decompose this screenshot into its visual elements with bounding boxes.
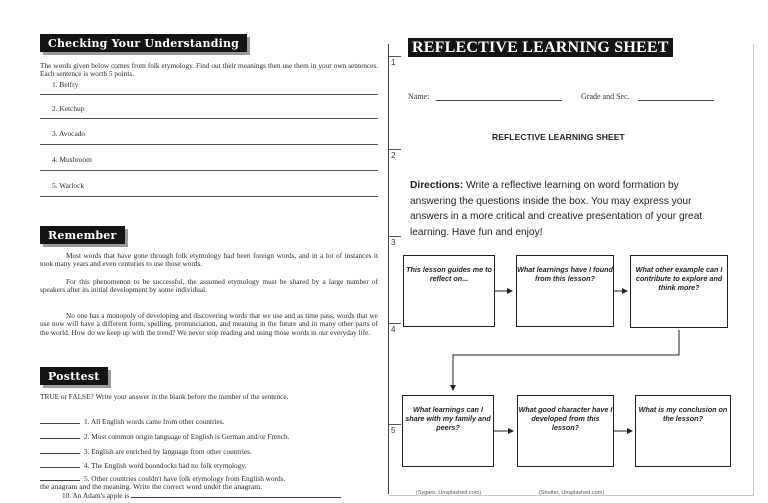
directions-label: Directions: (410, 180, 464, 191)
posttest-item: 1. All English words came from other countries. (40, 417, 224, 426)
list-item: 2. Ketchup (52, 104, 85, 113)
answer-line[interactable] (40, 196, 378, 197)
remember-paragraph-3: No one has a monopoly of developing and discovering words that we use and as time pass, words that we use now will have a different form, spelling, pronunciation, and meaning in the future and in many other parts of the world. How do we keep up with the trend? We never stop reading and using those words in our everyday life. (40, 311, 378, 337)
list-item: 4. Mushroom (52, 155, 92, 164)
answer-blank[interactable] (40, 474, 80, 481)
remember-heading: Remember (40, 226, 125, 244)
ruler-number: 4 (391, 325, 396, 334)
reflection-box-6[interactable]: What is my conclusion on the lesson? (635, 395, 731, 467)
ruler-number: 5 (391, 426, 396, 435)
image-credit: (Sygaro, Unsplashed.com) (416, 490, 482, 496)
checking-instructions: The words given below comes from folk etymology. Find out their meanings then use them in your own sentences. Each sentence is worth 5 points. (40, 61, 378, 79)
list-item: 3. Avocado (52, 129, 86, 138)
posttest-item: 4. The English word boondocks had no folk etymology. (40, 461, 246, 470)
ruler-number: 2 (391, 151, 396, 160)
posttest-item: 2. Most common origin language of English is German and/or French. (40, 432, 290, 441)
posttest-instructions: TRUE or FALSE? Write your answer in the blank before the number of the sentence. (40, 392, 289, 401)
answer-line[interactable] (40, 144, 378, 145)
posttest-item-10: 10. An Adam's apple is (62, 491, 341, 500)
ruler-number: 1 (391, 58, 396, 67)
posttest-heading: Posttest (40, 367, 108, 385)
reflection-box-3[interactable]: What other example can I contribute to explore and think more? (630, 255, 728, 328)
overlap-line: the anagram and the meaning. Write the correct word under the anagram. (40, 482, 262, 491)
right-page (384, 0, 768, 503)
answer-blank[interactable] (40, 447, 80, 454)
answer-line[interactable] (40, 94, 378, 95)
answer-blank[interactable] (40, 417, 80, 424)
answer-line[interactable] (40, 118, 378, 119)
ruler-number: 3 (391, 238, 396, 247)
answer-line[interactable] (40, 170, 378, 171)
sheet-subtitle: REFLECTIVE LEARNING SHEET (492, 132, 625, 142)
image-credit: (Shutter, Unsplashed.com) (539, 490, 605, 496)
sheet-title: REFLECTIVE LEARNING SHEET (408, 38, 673, 57)
directions-text: Directions: Write a reflective learning on word formation by answering the questions inside the box. You may express your answers in a more critical and creative presentation of your great learning. Have fun and enjoy! (410, 180, 703, 238)
remember-paragraph-1: Most words that have gone through folk etymology had been foreign words, and in a lot of instances it took many years and even centuries to use those words. (40, 251, 378, 269)
posttest-item: 3. English are enriched by language from other countries. (40, 447, 252, 456)
name-label: Name: (408, 92, 430, 101)
posttest-item: 5. Other countries couldn't have folk etymology from English words. (40, 474, 285, 483)
reflection-box-4[interactable]: What learnings can I share with my family and peers? (402, 395, 494, 467)
answer-blank[interactable] (131, 491, 341, 498)
arrow-3-4 (453, 330, 679, 390)
reflection-box-1[interactable]: This lesson guides me to reflect on... (403, 255, 495, 327)
reflection-box-5[interactable]: What good character have I developed from this lesson? (517, 395, 614, 467)
answer-blank[interactable] (40, 432, 80, 439)
list-item: 5. Warlock (52, 181, 85, 190)
checking-understanding-heading: Checking Your Understanding (40, 34, 247, 52)
list-item: 1. Belfry (52, 80, 79, 89)
answer-blank[interactable] (40, 461, 80, 468)
remember-paragraph-2: For this phenomenon to be successful, the assumed etymology must be shared by a large number of speakers after its initial development by some individual. (40, 277, 378, 295)
grade-label: Grade and Sec. (581, 92, 630, 101)
reflection-box-2[interactable]: What learnings have I found from this lesson? (516, 255, 614, 327)
